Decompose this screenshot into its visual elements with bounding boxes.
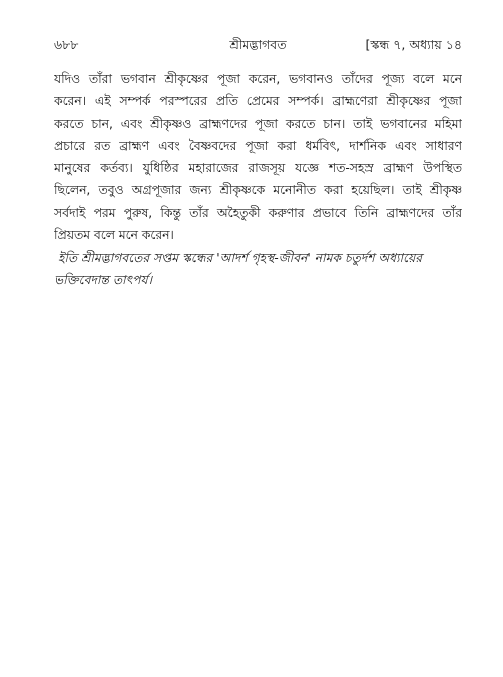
- purport-line: যদিও তাঁরা ভগবান শ্রীকৃষ্ণের পূজা করেন, ভগবানও তাঁদের পূজ্য বলে মনে: [54, 72, 462, 86]
- purport-line: করেন। এই সম্পর্ক পরস্পরের প্রতি প্রেমের সম্পর্ক। ব্রাহ্মণেরা শ্রীকৃষ্ণের পূজা: [54, 94, 462, 109]
- section-reference: [স্কন্ধ ৭, অধ্যায় ১৪: [365, 37, 462, 52]
- colophon-line: ভক্তিবেদান্ত তাৎপর্য।: [54, 273, 153, 288]
- chapter-colophon: [54, 247, 466, 292]
- purport-line: প্রিয়তম বলে মনে করেন।: [54, 228, 174, 243]
- page-number: ৬৮৮: [54, 37, 79, 52]
- purport-line: প্রচারে রত ব্রাহ্মণ এবং বৈষ্ণবদের পূজা করা ধর্মবিৎ, দার্শনিক এবং সাধারণ: [54, 138, 462, 153]
- purport-line: করতে চান, এবং শ্রীকৃষ্ণও ব্রাহ্মণদের পূজা করতে চান। তাই ভগবানের মহিমা: [54, 116, 462, 131]
- purport-line: মানুষের কর্তব্য। যুধিষ্ঠির মহারাজের রাজসূয় যজ্ঞে শত-সহস্র ব্রাহ্মণ উপস্থিত: [54, 161, 462, 176]
- purport-line: সর্বদাই পরম পুরুষ, কিন্তু তাঁর অহৈতুকী করুণার প্রভাবে তিনি ব্রাহ্মণদের তাঁর: [54, 205, 462, 220]
- colophon-line: ইতি শ্রীমদ্ভাগবতের সপ্তম স্কন্ধের 'আদর্শ গৃহস্থ-জীবন' নামক চতুর্দশ অধ্যায়ের: [58, 251, 423, 265]
- running-header: [54, 37, 462, 57]
- book-title: শ্রীমদ্ভাগবত: [229, 37, 287, 52]
- purport-text: [54, 68, 462, 246]
- purport-line: ছিলেন, তবুও অগ্রপূজার জন্য শ্রীকৃষ্ণকে মনোনীত করা হয়েছিল। তাই শ্রীকৃষ্ণ: [54, 183, 462, 198]
